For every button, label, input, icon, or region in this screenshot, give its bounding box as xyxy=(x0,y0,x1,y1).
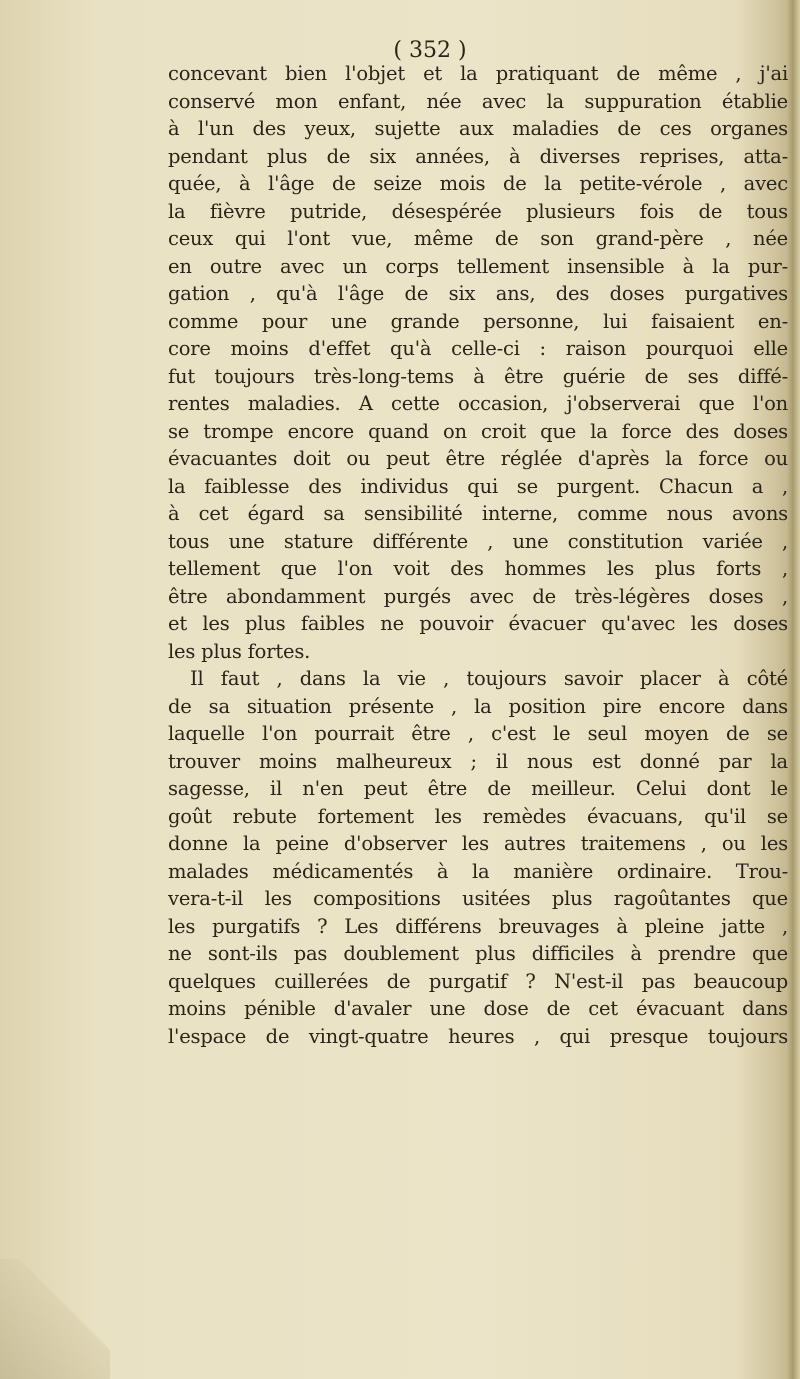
text-line: à l'un des yeux, sujette aux maladies de ces organes xyxy=(168,117,788,140)
text-line: laquelle l'on pourrait être , c'est le seul moyen de se xyxy=(168,722,788,745)
text-line: goût rebute fortement les remèdes évacuans, qu'il se xyxy=(168,804,788,828)
book-spine-edge xyxy=(786,0,800,1379)
text-line: vera-t-il les compositions usitées plus ragoûtantes que xyxy=(168,887,788,910)
text-line: malades médicamentés à la manière ordinaire. Trou- xyxy=(168,859,788,883)
text-line: quelques cuillerées de purgatif ? N'est-il pas beaucoup xyxy=(168,969,788,993)
text-line: fut toujours très-long-tems à être guérie de ses diffé- xyxy=(168,364,788,388)
text-line: à cet égard sa sensibilité interne, comme nous avons xyxy=(168,502,788,525)
page-number: ( 352 ) xyxy=(393,38,467,63)
text-line: tous une stature différente , une constitution variée , xyxy=(168,529,788,553)
text-line: tellement que l'on voit des hommes les plus forts , xyxy=(168,557,788,580)
text-line: moins pénible d'avaler une dose de cet évacuant dans xyxy=(168,997,788,1020)
text-line: trouver moins malheureux ; il nous est donné par la xyxy=(168,749,788,773)
text-line: concevant bien l'objet et la pratiquant de même , j'ai xyxy=(168,62,788,85)
text-line: conservé mon enfant, née avec la suppuration établie xyxy=(168,89,788,113)
text-line: en outre avec un corps tellement insensible à la pur- xyxy=(168,254,788,278)
text-line: pendant plus de six années, à diverses reprises, atta- xyxy=(168,144,788,168)
text-line: se trompe encore quand on croit que la force des doses xyxy=(168,419,788,443)
text-line: de sa situation présente , la position pire encore dans xyxy=(168,694,788,718)
text-line: et les plus faibles ne pouvoir évacuer qu'avec les doses xyxy=(168,612,788,635)
text-line: quée, à l'âge de seize mois de la petite-vérole , avec xyxy=(168,172,788,195)
text-line: l'espace de vingt-quatre heures , qui presque toujours xyxy=(168,1024,788,1048)
text-line: ceux qui l'ont vue, même de son grand-père , née xyxy=(168,227,788,250)
text-line: core moins d'effet qu'à celle-ci : raison pourquoi elle xyxy=(168,337,788,360)
text-line: comme pour une grande personne, lui faisaient en- xyxy=(168,309,788,333)
page-corner-shadow xyxy=(0,1259,110,1379)
text-line: ne sont-ils pas doublement plus difficiles à prendre que xyxy=(168,942,788,965)
text-line: rentes maladies. A cette occasion, j'observerai que l'on xyxy=(168,392,788,415)
text-line: les plus fortes. xyxy=(168,639,311,663)
text-line: évacuantes doit ou peut être réglée d'après la force ou xyxy=(168,447,788,470)
page-body-text xyxy=(168,60,788,1050)
text-line: Il faut , dans la vie , toujours savoir placer à côté xyxy=(190,667,788,690)
text-line: la faiblesse des individus qui se purgent. Chacun a , xyxy=(168,474,788,498)
text-line: donne la peine d'observer les autres traitemens , ou les xyxy=(168,832,788,855)
text-line: la fièvre putride, désespérée plusieurs fois de tous xyxy=(168,199,788,223)
text-line: sagesse, il n'en peut être de meilleur. Celui dont le xyxy=(168,777,788,800)
text-line: les purgatifs ? Les différens breuvages à pleine jatte , xyxy=(168,914,788,938)
text-line: être abondamment purgés avec de très-légères doses , xyxy=(168,584,788,608)
text-line: gation , qu'à l'âge de six ans, des doses purgatives xyxy=(168,282,788,305)
